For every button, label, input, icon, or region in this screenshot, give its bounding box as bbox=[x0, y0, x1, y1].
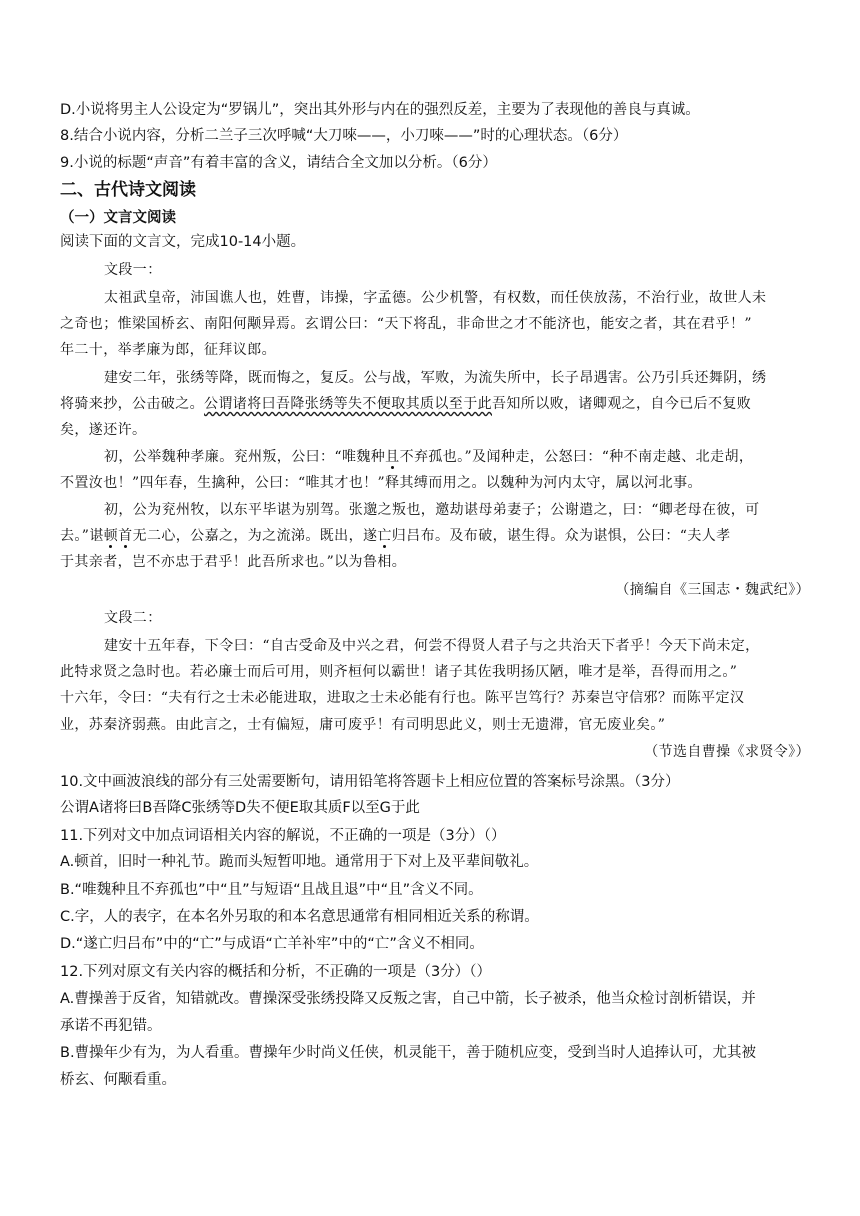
question-10-sentence: 公谓A诸将曰B吾降C张绣等D失不便E取其质F以至G于此 bbox=[60, 800, 420, 816]
passage-1-paragraph-2-line-3: 矣，遂还许。 bbox=[60, 422, 147, 438]
paragraph-2-text-before: 将骑来抄，公击破之。 bbox=[60, 396, 204, 412]
section-heading: 二、古代诗文阅读 bbox=[60, 180, 196, 200]
question-12: 12.下列对原文有关内容的概括和分析，不正确的一项是（3分）（） bbox=[60, 964, 492, 980]
paragraph-4-text-part-3: 归吕布。及布破，谌生得。众为谌惧，公曰：“夫人孝 bbox=[391, 528, 731, 544]
passage-1-paragraph-4-line-3: 于其亲者，岂不亦忠于君乎！此吾所求也。”以为鲁相。 bbox=[60, 554, 407, 570]
question-9: 9.小说的标题“声音”有着丰富的含义，请结合全文加以分析。（6分） bbox=[60, 155, 497, 171]
passage-1-paragraph-1-line-2: 之奇也；惟梁国桥玄、南阳何颙异焉。玄谓公曰：“天下将乱，非命世之才不能济也，能安之者，其在君乎！” bbox=[60, 316, 752, 332]
passage-1-source: （摘编自《三国志・魏武纪》） bbox=[615, 582, 810, 598]
passage-1-paragraph-3-line-1 bbox=[104, 447, 800, 467]
dotted-word-qie: 且 bbox=[385, 449, 400, 465]
passage-1-paragraph-2-line-1: 建安二年，张绣等降，既而悔之，复反。公与战，军败，为流失所中，长子昂遇害。公乃引兵还舞阴，绣 bbox=[104, 370, 767, 386]
paragraph-4-text-part-1: 去。”谌 bbox=[60, 528, 104, 544]
passage-1-label: 文段一： bbox=[104, 262, 162, 278]
question-11-option-c: C.字，人的表字，在本名外另取的和本名意思通常有相同相近关系的称谓。 bbox=[60, 909, 539, 925]
question-12-option-b-line-2: 桥玄、何颙看重。 bbox=[60, 1072, 176, 1088]
passage-2-line-3: 十六年，令曰：“夫有行之士未必能进取，进取之士未必能有行也。陈平岂笃行？苏秦岂守信邪？而陈平定汉 bbox=[60, 690, 745, 706]
paragraph-2-text-after: 吾知所以败，诸卿观之，自今已后不复败 bbox=[492, 396, 752, 412]
question-11: 11.下列对文中加点词语相关内容的解说，不正确的一项是（3分）（） bbox=[60, 828, 506, 844]
paragraph-3-text-part-2: 不弃孤也。”及闻种走，公怒曰：“种不南走越、北走胡， bbox=[399, 449, 754, 465]
question-12-option-a-line-1: A.曹操善于反省，知错就改。曹操深受张绣投降又反叛之害，自己中箭，长子被杀，他当众检讨剖析错误，并 bbox=[60, 991, 756, 1007]
passage-2-source: （节选自曹操《求贤令》） bbox=[644, 744, 810, 760]
question-8: 8.结合小说内容，分析二兰子三次呼喊“大刀唻——，小刀唻——”时的心理状态。（6分） bbox=[60, 128, 628, 144]
question-10: 10.文中画波浪线的部分有三处需要断句，请用铅笔将答题卡上相应位置的答案标号涂黑。（3分） bbox=[60, 774, 680, 790]
question-11-option-b: B.“唯魏种且不弃孤也”中“且”与短语“且战且退”中“且”含义不同。 bbox=[60, 882, 483, 898]
passage-1-paragraph-1-line-3: 年二十，举孝廉为郎，征拜议郎。 bbox=[60, 342, 276, 358]
question-12-option-a-line-2: 承诺不再犯错。 bbox=[60, 1018, 162, 1034]
dotted-word-wang: 亡 bbox=[377, 528, 392, 544]
question-7-option-d: D.小说将男主人公设定为“罗锅儿”，突出其外形与内在的强烈反差，主要为了表现他的善良与真诚。 bbox=[60, 102, 700, 118]
passage-2-line-1: 建安十五年春，下令曰：“自古受命及中兴之君，何尝不得贤人君子与之共治天下者乎！今天下尚未定， bbox=[104, 638, 760, 654]
passage-1-paragraph-3-line-2: 不置汝也！”四年春，生擒种，公曰：“唯其才也！”释其缚而用之。以魏种为河内太守，属以河北事。 bbox=[60, 475, 702, 491]
passage-1-paragraph-4-line-2 bbox=[60, 526, 800, 546]
passage-2-line-2: 此特求贤之急时也。若必廉士而后可用，则齐桓何以霸世！诸子其佐我明扬仄陋，唯才是举，吾得而用之。” bbox=[60, 664, 738, 680]
passage-2-line-4: 业，苏秦济弱燕。由此言之，士有偏短，庸可废乎！有司明思此义，则士无遗滞，官无废业矣。” bbox=[60, 717, 666, 733]
dotted-word-dun: 顿 bbox=[103, 528, 119, 544]
question-12-option-b-line-1: B.曹操年少有为，为人看重。曹操年少时尚义任侠，机灵能干，善于随机应变，受到当时人追捧认可，尤其被 bbox=[60, 1045, 757, 1061]
passage-1-paragraph-1-line-1: 太祖武皇帝，沛国谯人也，姓曹，讳操，字孟德。公少机警，有权数，而任侠放荡，不治行业，故世人未 bbox=[104, 290, 767, 306]
passage-1-paragraph-4-line-1: 初，公为兖州牧，以东平毕谌为别驾。张邈之叛也，邀劫谌母弟妻子；公谢遣之，曰：“卿老母在彼，可 bbox=[104, 502, 760, 518]
question-11-option-d: D.“遂亡归吕布”中的“亡”与成语“亡羊补牢”中的“亡”含义不相同。 bbox=[60, 936, 484, 952]
paragraph-3-text-part-1: 初，公举魏种孝廉。兖州叛，公曰：“唯魏种 bbox=[104, 449, 386, 465]
passage-1-paragraph-2-line-2 bbox=[60, 394, 800, 414]
dotted-word-shou: 首 bbox=[118, 528, 133, 544]
passage-2-label: 文段二： bbox=[104, 610, 162, 626]
paragraph-4-text-part-2: 无二心，公嘉之，为之流涕。既出，遂 bbox=[132, 528, 378, 544]
question-11-option-a: A.顿首，旧时一种礼节。跪而头短暂叩地。通常用于下对上及平辈间敬礼。 bbox=[60, 854, 539, 870]
wavy-underlined-sentence: 公谓诸将曰吾降张绣等失不便取其质以至于此 bbox=[204, 396, 492, 412]
subsection-heading: （一）文言文阅读 bbox=[60, 210, 176, 226]
reading-instruction: 阅读下面的文言文，完成10-14小题。 bbox=[60, 234, 306, 250]
